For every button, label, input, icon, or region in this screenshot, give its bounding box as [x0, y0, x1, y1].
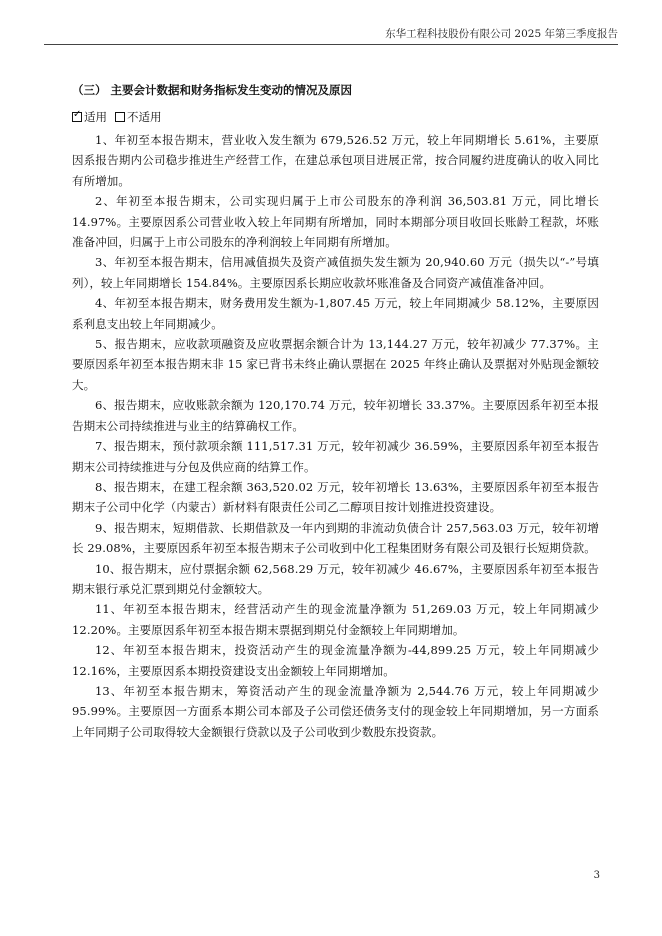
header-divider: [44, 44, 618, 45]
not-applicable-label: 不适用: [127, 110, 162, 124]
paragraph-12: 12、年初至本报告期末，投资活动产生的现金流量净额为-44,899.25 万元，较上年同期减少 12.16%，主要原因系本期投资建设支出金额较上年同期增加。: [72, 643, 599, 678]
not-applicable-checkbox: [115, 112, 125, 122]
paragraph-11: 11、年初至本报告期末，经营活动产生的现金流量净额为 51,269.03 万元，较上年同期减少 12.20%。主要原因系年初至本报告期末票据到期兑付金额较上年同期增加。: [72, 602, 599, 637]
paragraph-7: 7、报告期末，预付款项余额 111,517.31 万元，较年初减少 36.59%，主要原因系年初至本报告期末公司持续推进与分包及供应商的结算工作。: [72, 439, 599, 474]
page-number: 3: [593, 870, 600, 881]
paragraph-2: 2、年初至本报告期末，公司实现归属于上市公司股东的净利润 36,503.81 万元，同比增长 14.97%。主要原因系公司营业收入较上年同期有所增加，同时本期部分项目收回长账龄工程款，坏账准备冲回，归属于上市公司股东的净利润较上年同期有所增加。: [72, 194, 599, 250]
paragraph-4: 4、年初至本报告期末，财务费用发生额为-1,807.45 万元，较上年同期减少 58.12%，主要原因系利息支出较上年同期减少。: [72, 296, 599, 331]
section-title: （三） 主要会计数据和财务指标发生变动的情况及原因: [72, 83, 353, 97]
paragraph-13: 13、年初至本报告期末，筹资活动产生的现金流量净额为 2,544.76 万元，较上年同期减少 95.99%。主要原因一方面系本期公司本部及子公司偿还债务支付的现金较上年同期增加，另一方面系上年同期子公司取得较大金额银行贷款以及子公司收到少数股东投资款。: [72, 683, 599, 739]
paragraph-5: 5、报告期末，应收款项融资及应收票据余额合计为 13,144.27 万元，较年初减少 77.37%。主要原因系年初至本报告期末非 15 家已背书未终止确认票据在 2025 年终止确认及票据对外贴现金额较大。: [72, 337, 599, 392]
applicable-checkbox: [72, 112, 82, 122]
report-header: 东华工程科技股份有限公司 2025 年第三季度报告: [385, 28, 618, 40]
explanation-list: [72, 130, 599, 742]
paragraph-8: 8、报告期末，在建工程余额 363,520.02 万元，较年初增长 13.63%，主要原因系年初至本报告期末子公司中化学（内蒙古）新材料有限责任公司乙二醇项目按计划推进投资建设。: [72, 479, 599, 515]
paragraph-1: 1、年初至本报告期末，营业收入发生额为 679,526.52 万元，较上年同期增长 5.61%，主要原因系报告期内公司稳步推进生产经营工作，在建总承包项目进展正常，按合同履约进度确认的收入同比有所增加。: [72, 133, 599, 188]
paragraph-10: 10、报告期末，应付票据余额 62,568.29 万元，较年初减少 46.67%，主要原因系年初至本报告期末银行承兑汇票到期兑付金额较大。: [72, 561, 599, 596]
paragraph-9: 9、报告期末，短期借款、长期借款及一年内到期的非流动负债合计 257,563.03 万元，较年初增长 29.08%，主要原因系年初至本报告期末子公司收到中化工程集团财务有限公司及银行长短期贷款。: [72, 520, 599, 556]
paragraph-3: 3、年初至本报告期末，信用减值损失及资产减值损失发生额为 20,940.60 万元（损失以“-”号填列），较上年同期增长 154.84%。主要原因系长期应收款坏账准备及合同资产减值准备冲回。: [72, 255, 599, 290]
paragraph-6: 6、报告期末，应收账款余额为 120,170.74 万元，较年初增长 33.37%。主要原因系年初至本报告期末公司持续推进与业主的结算确权工作。: [72, 398, 599, 433]
applicability-options: [72, 109, 162, 125]
applicable-label: 适用: [84, 110, 107, 124]
